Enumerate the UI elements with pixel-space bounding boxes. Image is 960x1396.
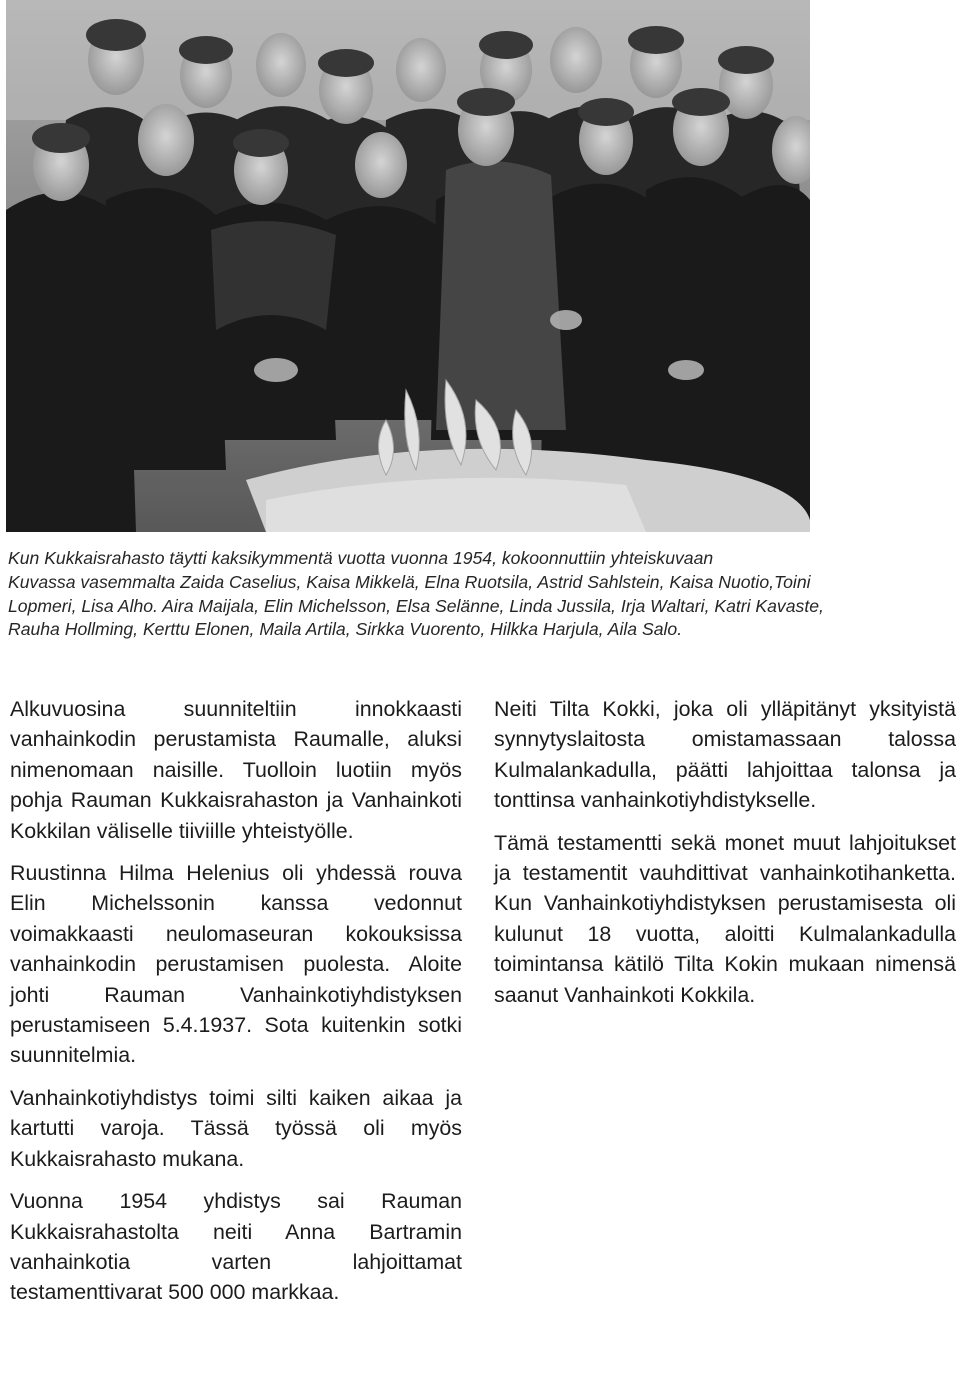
paragraph: Tämä testamentti sekä monet muut lahjoitukset ja testamentit vauhdittivat vanhainkotihanketta. Kun Vanhainkotiyhdistyksen perustamisesta oli kulunut 18 vuotta, aloitti Kulmalankadulla toimintansa kätilö Tilta Kokin mukaan nimensä saanut Vanhainkoti Kokkila.: [494, 830, 956, 1007]
paragraph: Alkuvuosina suunniteltiin innokkaasti vanhainkodin perustamista Raumalle, aluksi nimenomaan naisille. Tuolloin luotiin myös pohja Rauman Kukkaisrahaston ja Vanhainkoti Kokkilan väliselle tiiviille yhteistyölle.: [10, 697, 462, 843]
group-photo: [6, 0, 810, 532]
group-photo-icon: [6, 0, 810, 532]
caption-line: Kuvassa vasemmalta Zaida Caselius, Kaisa Mikkelä, Elna Ruotsila, Astrid Sahlstein, Kaisa Nuotio,Toini: [8, 571, 811, 592]
caption-line: Kun Kukkaisrahasto täytti kaksikymmentä vuotta vuonna 1954, kokoonnuttiin yhteiskuvaan: [8, 548, 714, 568]
left-text-column: [10, 694, 462, 1320]
photo-caption: [8, 547, 956, 642]
caption-line: Rauha Hollming, Kerttu Elonen, Maila Artila, Sirkka Vuorento, Hilkka Harjula, Aila Salo.: [8, 619, 683, 640]
caption-line: Lopmeri, Lisa Alho. Aira Maijala, Elin Michelsson, Elsa Selänne, Linda Jussila, Irja Waltari, Katri Kavaste,: [8, 595, 824, 616]
paragraph: Ruustinna Hilma Helenius oli yhdessä rouva Elin Michelssonin kanssa vedonnut voimakkaasti neulomaseuran kokouksissa vanhainkodin perustamisen puolesta. Aloite johti Rauman Vanhainkotiyhdistyksen perustamiseen 5.4.1937. Sota kuitenkin sotki suunnitelmia.: [10, 861, 462, 1068]
paragraph: Neiti Tilta Kokki, joka oli ylläpitänyt yksityistä synnytyslaitosta omistamassaan talossa Kulmalankadulla, päätti lahjoittaa talonsa ja tonttinsa vanhainkotiyhdistykselle.: [494, 697, 956, 813]
paragraph: Vanhainkotiyhdistys toimi silti kaiken aikaa ja kartutti varoja. Tässä työssä oli myös Kukkaisrahasto mukana.: [10, 1085, 462, 1171]
right-text-column: [494, 694, 956, 1022]
paragraph: Vuonna 1954 yhdistys sai Rauman Kukkaisrahastolta neiti Anna Bartramin vanhainkotia varten lahjoittamat testamenttivarat 500 000 markkaa.: [10, 1189, 462, 1305]
